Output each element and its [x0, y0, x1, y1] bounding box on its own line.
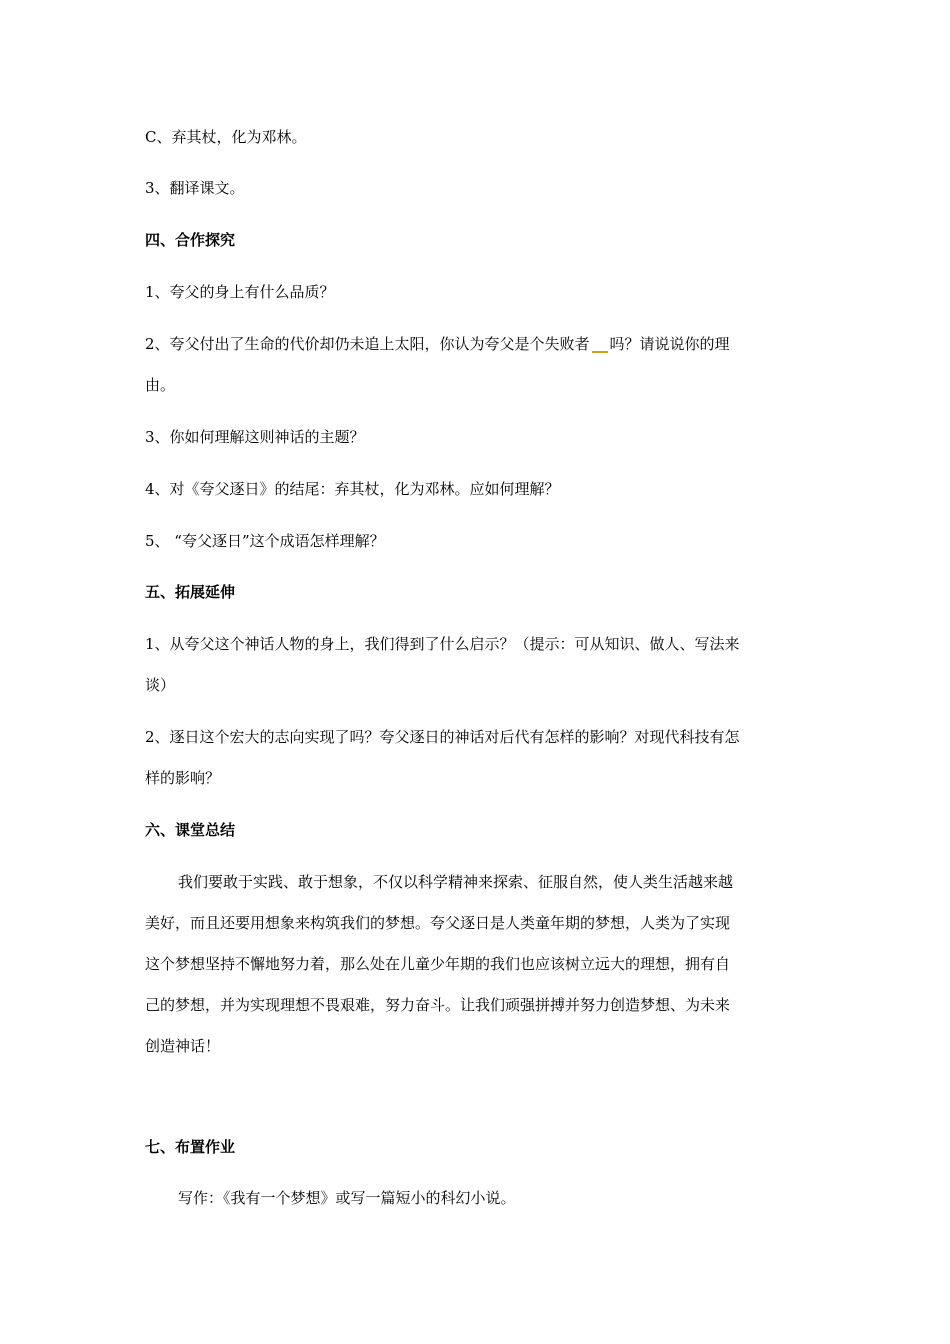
question-2-part-2: 吗？请说说你的理 [609, 335, 730, 353]
translate-task-text: 3、翻译课文。 [145, 179, 245, 197]
question-2-part-1: 2、夸父付出了生命的代价却仍未追上太阳，你认为夸父是个失败者 [145, 335, 590, 353]
section-7-heading: 七、布置作业 [145, 1138, 236, 1156]
summary-line-3: 这个梦想坚持不懈地努力着，那么处在儿童少年期的我们也应该树立远大的理想，拥有自 [145, 955, 731, 973]
section-6-heading: 六、课堂总结 [145, 821, 236, 839]
extension-2-continuation: 样的影响？ [145, 769, 221, 787]
summary-line-2: 美好，而且还要用想象来构筑我们的梦想。夸父逐日是人类童年期的梦想，人类为了实现 [145, 914, 731, 932]
question-3-text: 3、你如何理解这则神话的主题？ [145, 428, 365, 446]
question-2-text [145, 334, 810, 354]
question-4-text: 4、对《夸父逐日》的结尾：弃其杖，化为邓林。应如何理解？ [145, 480, 560, 498]
section-5-heading: 五、拓展延伸 [145, 583, 236, 601]
extension-1-text: 1、从夸父这个神话人物的身上，我们得到了什么启示？（提示：可从知识、做人、写法来 [145, 635, 740, 653]
blank-underline-mark [592, 351, 608, 353]
summary-line-5: 创造神话！ [145, 1037, 221, 1055]
summary-line-1: 我们要敢于实践、敢于想象，不仅以科学精神来探索、征服自然，使人类生活越来越 [178, 873, 734, 891]
question-1-text: 1、夸父的身上有什么品质？ [145, 283, 335, 301]
summary-line-4: 己的梦想，并为实现理想不畏艰难，努力奋斗。让我们顽强拼搏并努力创造梦想、为未来 [145, 996, 731, 1014]
question-2-continuation: 由。 [145, 376, 176, 394]
homework-text: 写作：《我有一个梦想》或写一篇短小的科幻小说。 [178, 1189, 516, 1207]
extension-2-text: 2、逐日这个宏大的志向实现了吗？夸父逐日的神话对后代有怎样的影响？对现代科技有怎 [145, 728, 740, 746]
question-5-text: 5、 “夸父逐日”这个成语怎样理解？ [145, 532, 385, 550]
section-4-heading: 四、合作探究 [145, 231, 236, 249]
option-c-text: C、弃其杖，化为邓林。 [145, 128, 307, 146]
extension-1-continuation: 谈） [145, 676, 176, 694]
